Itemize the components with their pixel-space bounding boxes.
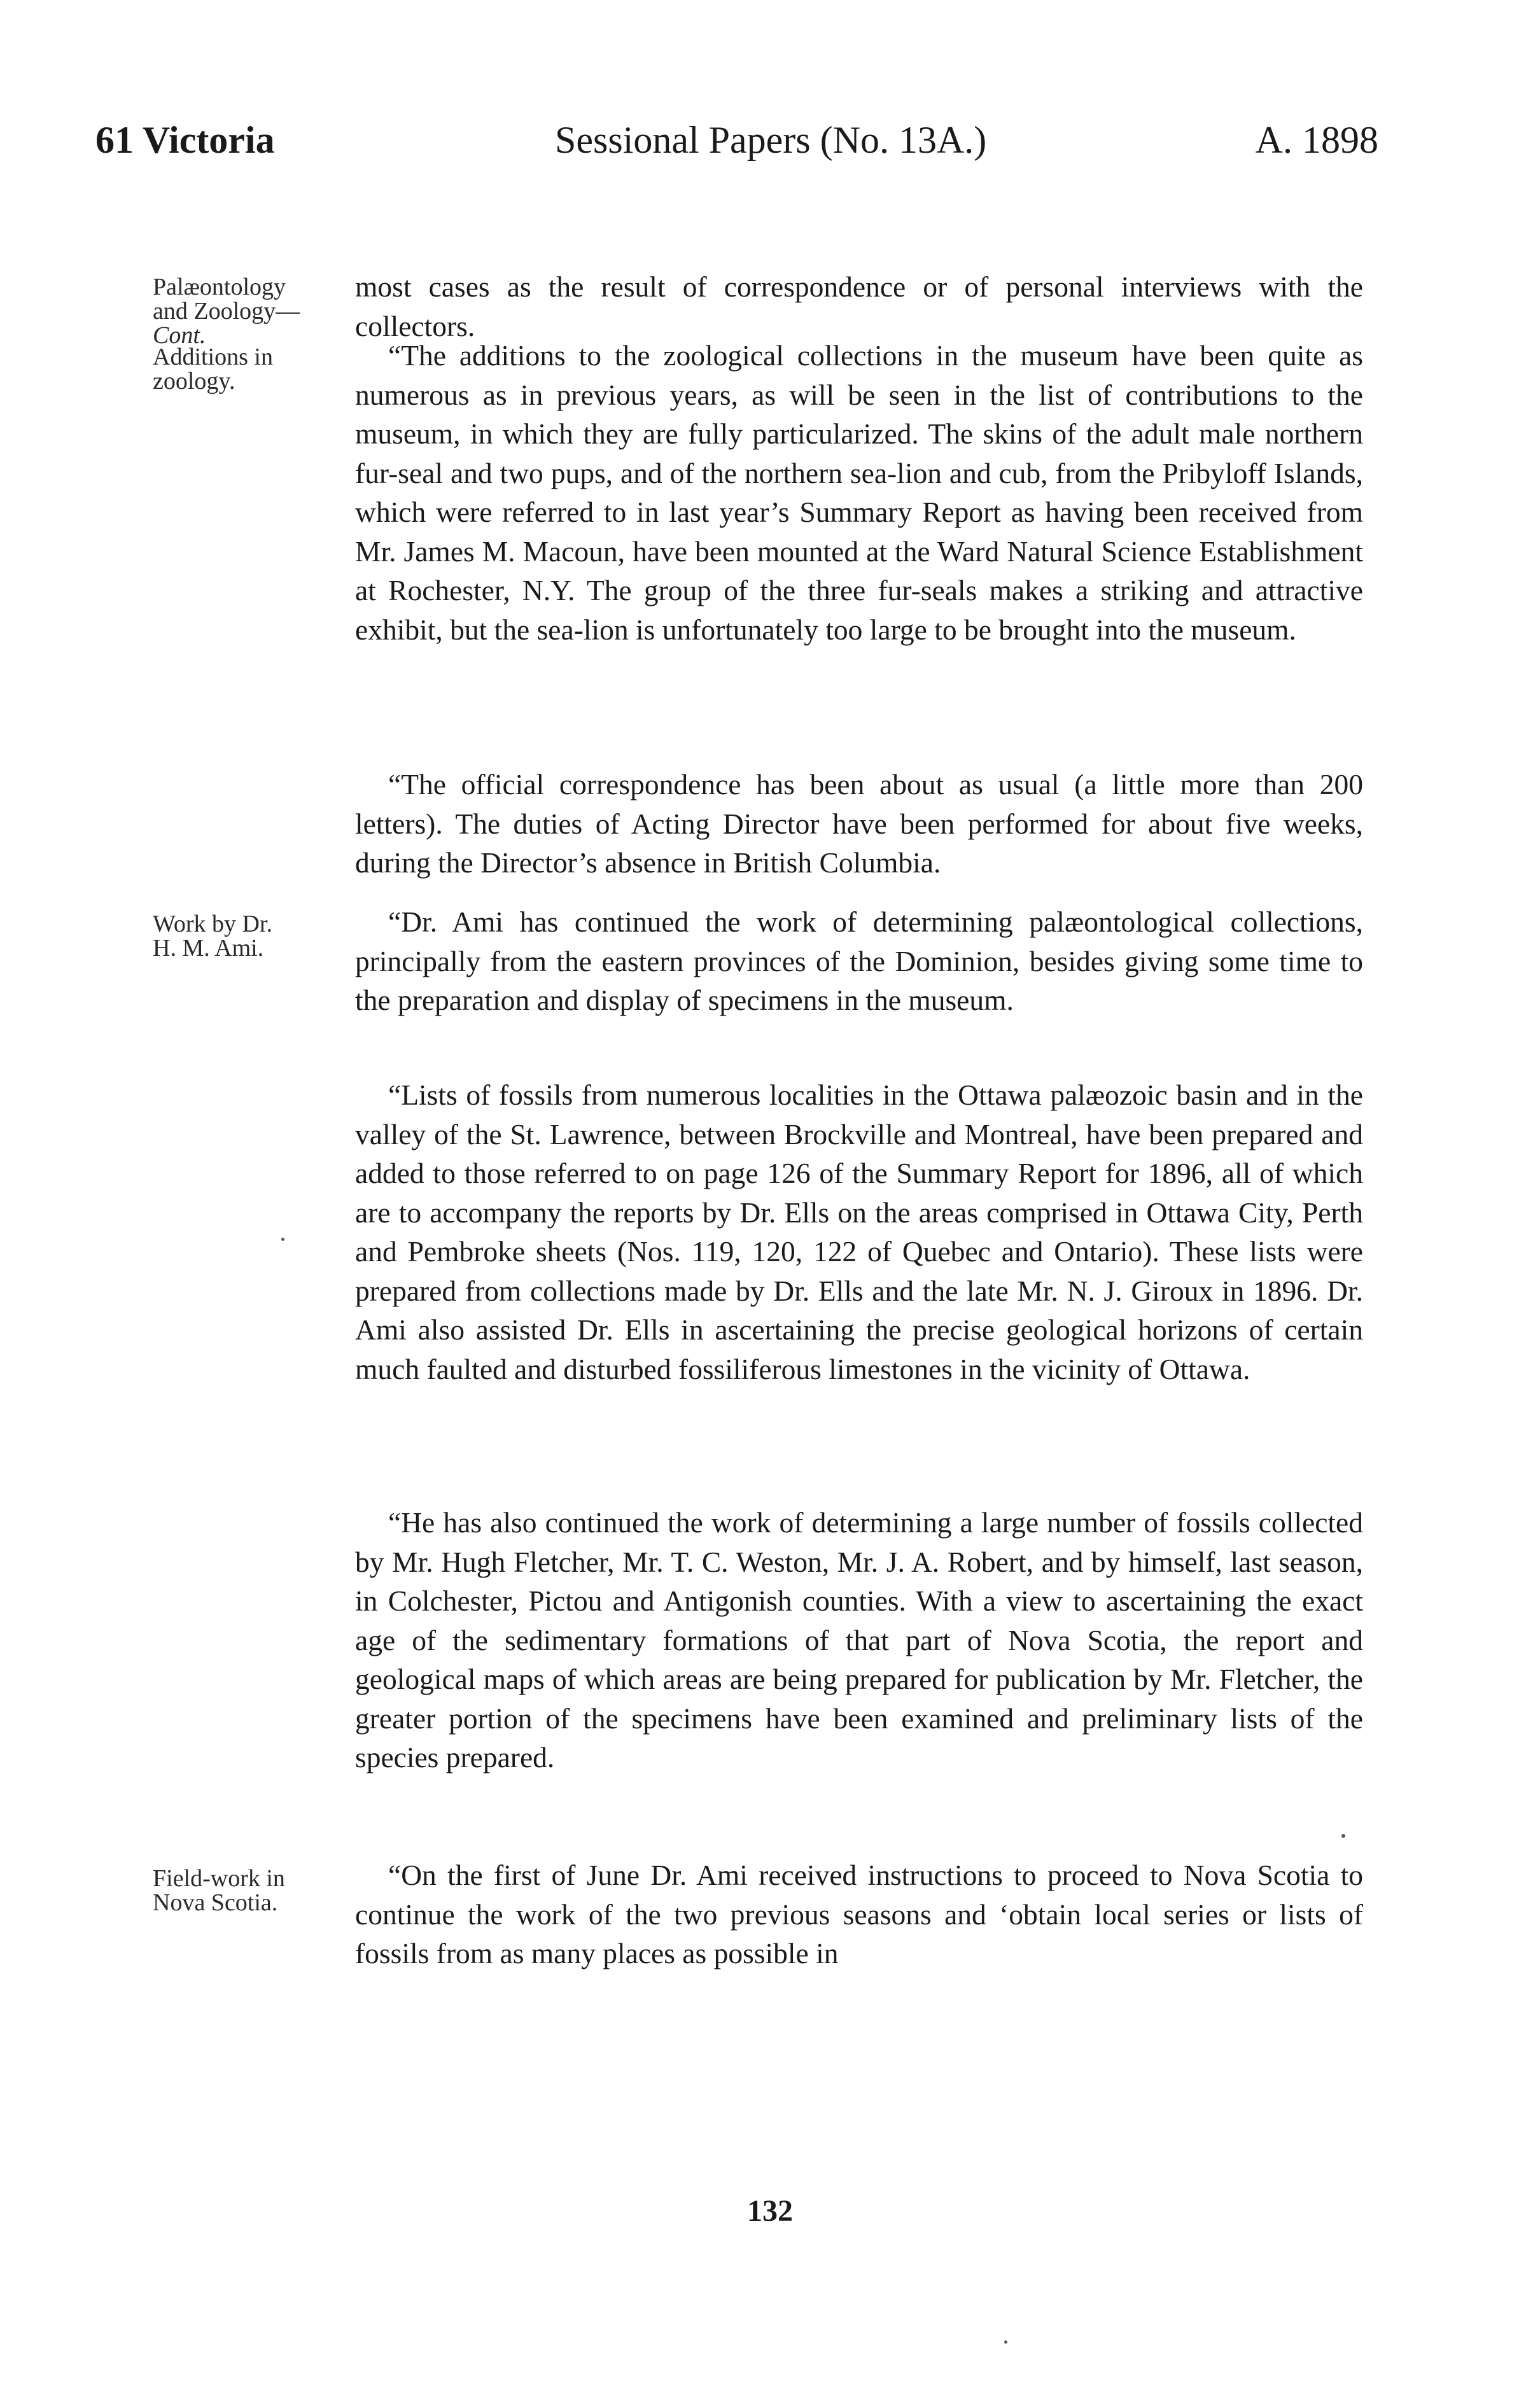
sidenote-fieldwork — [153, 1866, 344, 1915]
sidenote-paleontology — [153, 275, 344, 347]
sidenote-work-by — [153, 912, 344, 960]
sidenote-line: Work by Dr. — [153, 911, 272, 937]
sidenote-line: Nova Scotia. — [153, 1889, 278, 1916]
scan-speck — [1341, 1834, 1345, 1838]
paragraph-4: “Dr. Ami has continued the work of determining palæontological collections, principally from the eastern provinces of the Dominion, besides giving some time to the preparation and display of specimens in the museum. — [355, 906, 1363, 1016]
header-title: Sessional Papers (No. 13A.) — [555, 119, 987, 161]
paragraph-1: most cases as the result of correspondence or of personal interviews with the collectors. — [355, 270, 1363, 342]
running-header — [0, 115, 1540, 185]
scan-speck — [1004, 2340, 1007, 2344]
sidenote-line: Field-work in — [153, 1865, 285, 1892]
page-number: 132 — [747, 2194, 793, 2228]
sidenote-line: Additions in — [153, 344, 273, 370]
sidenote-line: Cont. — [153, 322, 206, 349]
header-year: A. 1898 — [1255, 119, 1378, 161]
paragraph-7: “On the first of June Dr. Ami received instructions to proceed to Nova Scotia to continue the work of the two previous seasons and ‘obtain local series or lists of fossils from as many places as possible in — [355, 1859, 1363, 1969]
paragraph-5: “Lists of fossils from numerous localities in the Ottawa palæozoic basin and in the valley of the St. Lawrence, between Brockville and Montreal, have been prepared and added to those referred to on page 126 of the Summary Report for 1896, all of which are to accompany the reports by Dr. Ells on the areas comprised in Ottawa City, Perth and Pembroke sheets (Nos. 119, 120, 122 of Quebec and Ontario). These lists were prepared from collections made by Dr. Ells and the late Mr. N. J. Giroux in 1896. Dr. Ami also assisted Dr. Ells in ascertaining the precise geological horizons of certain much faulted and disturbed fossiliferous limestones in the vicinity of Ottawa. — [355, 1079, 1363, 1385]
sidenote-line: and Zoology— — [153, 298, 300, 325]
sidenote-additions — [153, 345, 344, 393]
paragraph-6: “He has also continued the work of determining a large number of fossils collected by Mr. Hugh Fletcher, Mr. T. C. Weston, Mr. J. A. Robert, and by himself, last season, in Colchester, Pictou and Antigonish counties. With a view to ascertaining the exact age of the sedimentary formations of that part of Nova Scotia, the report and geological maps of which areas are being prepared for publication by Mr. Fletcher, the greater portion of the specimens have been examined and preliminary lists of the species prepared. — [355, 1506, 1363, 1773]
sidenote-line: H. M. Ami. — [153, 935, 264, 962]
scan-speck — [281, 1238, 284, 1241]
header-volume: 61 Victoria — [95, 119, 275, 161]
sidenote-line: zoology. — [153, 368, 235, 395]
sidenote-line: Palæontology — [153, 274, 286, 300]
paragraph-3: “The official correspondence has been about as usual (a little more than 200 letters). The duties of Acting Director have been performed for about five weeks, during the Director’s absence in British Columbia. — [355, 768, 1363, 879]
paragraph-2: “The additions to the zoological collections in the museum have been quite as numerous as in previous years, as will be seen in the list of contributions to the museum, in which they are fully particularized. The skins of the adult male northern fur-seal and two pups, and of the northern sea-lion and cub, from the Pribyloff Islands, which were referred to in last year’s Summary Report as having been received from Mr. James M. Macoun, have been mounted at the Ward Natural Science Establishment at Rochester, N.Y. The group of the three fur-seals makes a striking and attractive exhibit, but the sea-lion is unfortunately too large to be brought into the museum. — [355, 339, 1363, 646]
